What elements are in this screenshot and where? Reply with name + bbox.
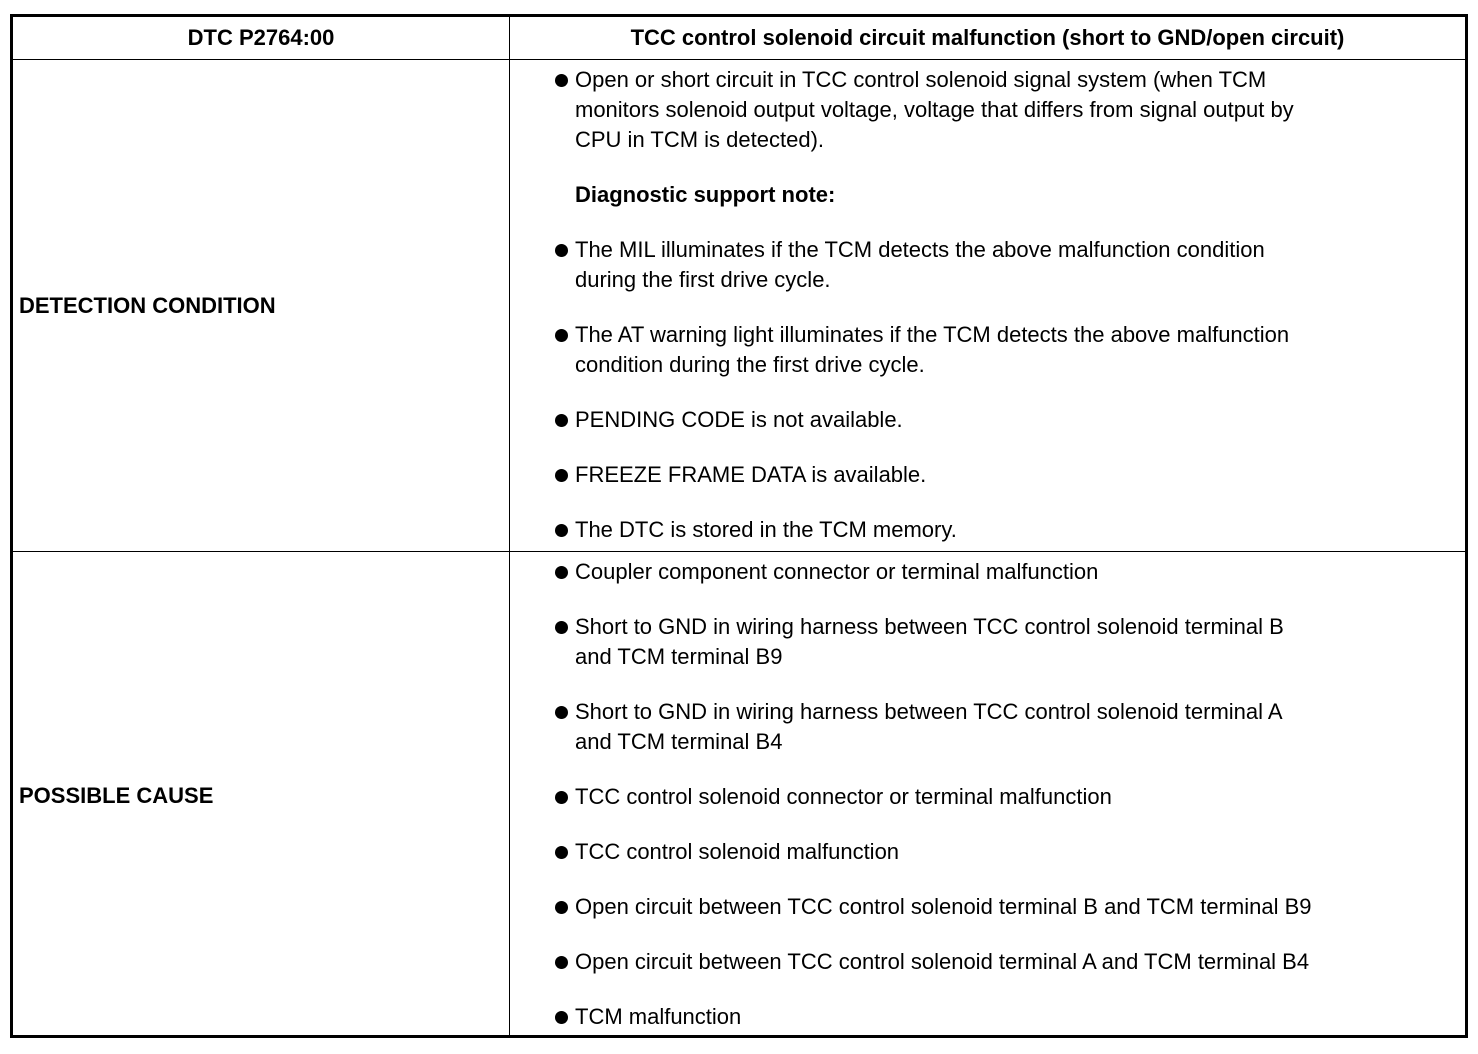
bullet-icon — [555, 706, 568, 719]
detection-item-line: FREEZE FRAME DATA is available. — [575, 462, 927, 487]
column-divider — [509, 17, 510, 1035]
bullet-icon — [555, 414, 568, 427]
cause-item-line: Short to GND in wiring harness between TCC control solenoid terminal B — [575, 614, 1284, 639]
dtc-title-header: TCC control solenoid circuit malfunction (short to GND/open circuit) — [630, 25, 1345, 50]
detection-item-line: during the first drive cycle. — [575, 267, 831, 292]
bullet-icon — [555, 74, 568, 87]
bullet-icon — [555, 329, 568, 342]
detection-item-line: The DTC is stored in the TCM memory. — [575, 517, 957, 542]
cause-item — [575, 947, 1435, 977]
cause-item — [575, 892, 1435, 922]
cause-item — [575, 612, 1435, 672]
bullet-icon — [555, 901, 568, 914]
bullet-icon — [555, 566, 568, 579]
detection-item — [575, 460, 1435, 490]
cause-item-line: TCM malfunction — [575, 1004, 742, 1029]
cause-item — [575, 1002, 1435, 1032]
cause-item — [575, 697, 1435, 757]
detection-item-line: The AT warning light illuminates if the TCM detects the above malfunction — [575, 322, 1290, 347]
cause-item-line: Open circuit between TCC control solenoid terminal B and TCM terminal B9 — [575, 894, 1312, 919]
detection-item — [575, 65, 1435, 155]
bullet-icon — [555, 791, 568, 804]
bullet-icon — [555, 469, 568, 482]
row-divider-header — [13, 59, 1465, 60]
detection-item — [575, 235, 1435, 295]
detection-condition-label: DETECTION CONDITION — [19, 293, 276, 318]
cause-item-line: TCC control solenoid malfunction — [575, 839, 900, 864]
cause-item-line: TCC control solenoid connector or terminal malfunction — [575, 784, 1112, 809]
detection-item-line: The MIL illuminates if the TCM detects the above malfunction condition — [575, 237, 1265, 262]
cause-item-line: and TCM terminal B9 — [575, 644, 783, 669]
bullet-icon — [555, 846, 568, 859]
bullet-icon — [555, 244, 568, 257]
cause-item — [575, 837, 1435, 867]
bullet-icon — [555, 524, 568, 537]
cause-item — [575, 782, 1435, 812]
cause-item-line: and TCM terminal B4 — [575, 729, 783, 754]
detection-item — [575, 405, 1435, 435]
cause-item-line: Open circuit between TCC control solenoid terminal A and TCM terminal B4 — [575, 949, 1310, 974]
detection-item — [575, 515, 1435, 545]
bullet-icon — [555, 621, 568, 634]
cause-item — [575, 557, 1435, 587]
possible-cause-label: POSSIBLE CAUSE — [19, 783, 214, 808]
row-divider-detection — [13, 551, 1465, 552]
bullet-icon — [555, 1011, 568, 1024]
cause-item-line: Coupler component connector or terminal malfunction — [575, 559, 1099, 584]
diagnostic-support-note-title: Diagnostic support note: — [575, 182, 836, 207]
dtc-code-header: DTC P2764:00 — [187, 25, 335, 50]
bullet-icon — [555, 956, 568, 969]
detection-item-line: CPU in TCM is detected). — [575, 127, 825, 152]
detection-item-line: monitors solenoid output voltage, voltage that differs from signal output by — [575, 97, 1294, 122]
cause-item-line: Short to GND in wiring harness between TCC control solenoid terminal A — [575, 699, 1283, 724]
detection-item-line: PENDING CODE is not available. — [575, 407, 903, 432]
detection-item — [575, 320, 1435, 380]
detection-item-line: Open or short circuit in TCC control solenoid signal system (when TCM — [575, 67, 1267, 92]
detection-item-line: condition during the first drive cycle. — [575, 352, 925, 377]
